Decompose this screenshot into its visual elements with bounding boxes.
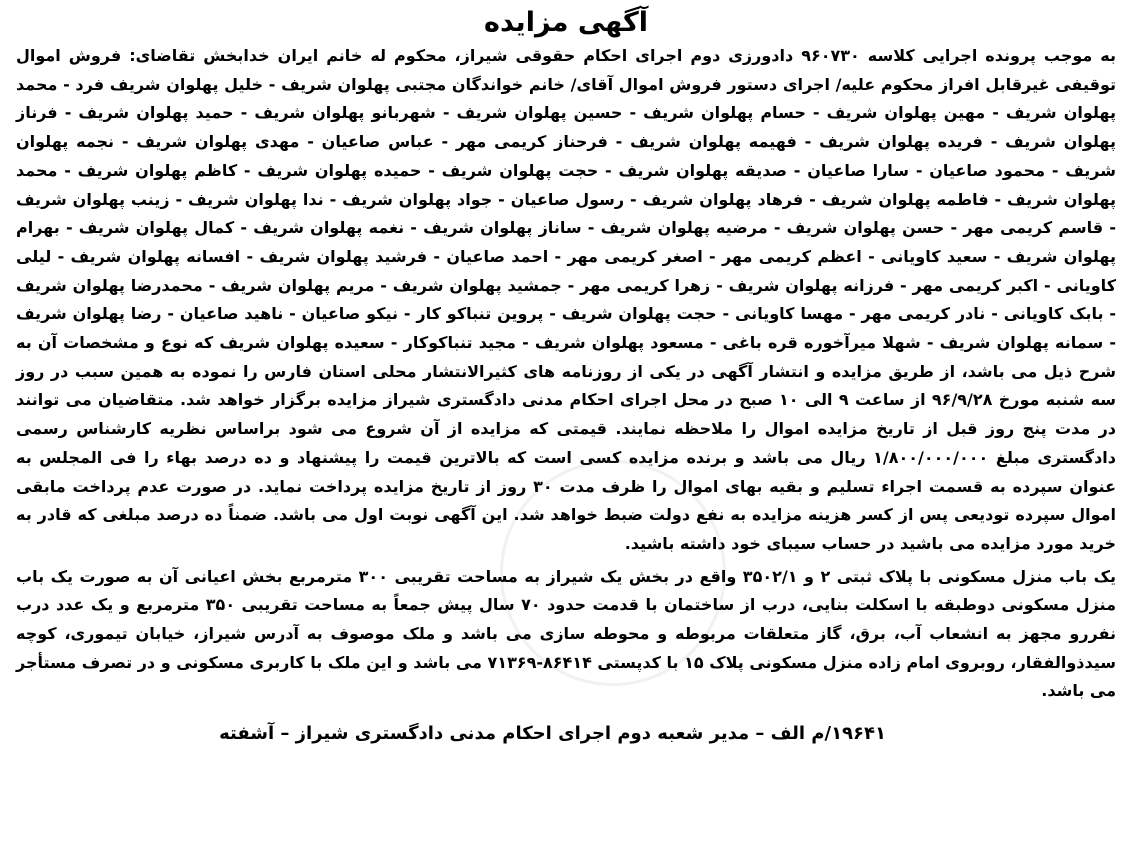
notice-signature: ۱۹۶۴۱/م الف – مدیر شعبه دوم اجرای احکام مدنی دادگستری شیراز – آشفته [219, 723, 886, 745]
notice-body-auction-terms: به موجب پرونده اجرایی کلاسه ۹۶۰۷۳۰ دادورزی دوم اجرای احکام حقوقی شیراز، محکوم له خانم ایران خدابخش تقاضای: فروش اموال توقیفی غیرقابل افراز محکوم علیه/ اجرای دستور فروش اموال آقای/ خانم خواندگان مجتبی پهلوان شریف - خلیل پهلوان شریف فرد - محمد پهلوان شریف - مهین پهلوان شریف - حسام پهلوان شریف - حسین پهلوان شریف - شهربانو پهلوان شریف - حمید پهلوان شریف - فرناز پهلوان شریف - فریده پهلوان شریف - فهیمه پهلوان شریف - فرحناز کریمی مهر - عباس صاعیان - مهدی پهلوان شریف - نجمه پهلوان شریف - محمود صاعیان - سارا صاعیان - صدیقه پهلوان شریف - حجت پهلوان شریف - حمیده پهلوان شریف - کاظم پهلوان شریف - محمد پهلوان شریف - فاطمه پهلوان شریف - فرهاد پهلوان شریف - رسول صاعیان - جواد پهلوان شریف - ندا پهلوان شریف - زینب پهلوان شریف - قاسم کریمی مهر - حسن پهلوان شریف - مرضیه پهلوان شریف - ساناز پهلوان شریف - نغمه پهلوان شریف - کمال پهلوان شریف - بهرام پهلوان شریف - سعید کاویانی - اعظم کریمی مهر - اصغر کریمی مهر - احمد صاعیان - فرشید پهلوان شریف - افسانه پهلوان شریف - لیلی کاویانی - اکبر کریمی مهر - فرزانه پهلوان شریف - زهرا کریمی مهر - جمشید پهلوان شریف - مریم پهلوان شریف - محمدرضا پهلوان شریف - بابک کاویانی - نادر کریمی مهر - مهسا کاویانی - حجت پهلوان شریف - پروین تنباکو کار - نیکو صاعیان - ناهید صاعیان - رضا پهلوان شریف - سمانه پهلوان شریف - شهلا میرآخوره قره باغی - مسعود پهلوان شریف - مجید تنباکوکار - سعیده پهلوان شریف که نوع و مشخصات آن به شرح ذیل می باشد، از طریق مزایده و انتشار آگهی در یکی از روزنامه های کثیرالانتشار محلی استان فارس را نموده به همین سبب در روز سه شنبه مورخ ۹۶/۹/۲۸ از ساعت ۹ الی ۱۰ صبح در محل اجرای احکام مدنی دادگستری شیراز مزایده برگزار خواهد شد. متقاضیان می توانند در مدت پنج روز قبل از تاریخ مزایده اموال را ملاحظه نمایند. قیمتی که مزایده از آن شروع می شود براساس نظریه کارشناس رسمی دادگستری مبلغ ۱/۸۰۰/۰۰۰/۰۰۰ ریال می باشد و برنده مزایده کسی است که بالاترین قیمت را پیشنهاد و ده درصد بهاء را فی المجلس به عنوان سپرده به قسمت اجراء تسلیم و بقیه بهای اموال را ظرف مدت ۳۰ روز از تاریخ مزایده پرداخت نماید. در صورت عدم پرداخت مابقی اموال سپرده تودیعی پس از کسر هزینه مزایده به نفع دولت ضبط خواهد شد. این آگهی نوبت اول می باشد. ضمناً ده درصد مبلغی که قادر به خرید مورد مزایده می باشید در حساب سیبای خود داشته باشید. [16, 46, 1117, 553]
notice-title: آگهی مزایده [484, 7, 648, 38]
notice-body-property-description: یک باب منزل مسکونی با پلاک ثبتی ۲ و ۳۵۰۲/۱ واقع در بخش یک شیراز به مساحت تقریبی ۳۰۰ مترمربع بخش اعیانی آن به صورت یک باب منزل مسکونی دوطبقه با اسکلت بنایی، درب از ساختمان با قدمت حدود ۷۰ سال پیش جمعاً به مساحت تقریبی ۳۵۰ مترمربع و یک عدد درب نفررو مجهز به انشعاب آب، برق، گاز متعلقات مربوطه و محوطه سازی می باشد و ملک موصوف به آدرس شیراز، خیابان تیموری، کوچه سیدذوالفقار، روبروی امام زاده منزل مسکونی پلاک ۱۵ با کدپستی ۸۶۴۱۴-۷۱۳۶۹ می باشد و این ملک با کاربری مسکونی و در تصرف مستأجر می باشد. [16, 566, 1117, 701]
